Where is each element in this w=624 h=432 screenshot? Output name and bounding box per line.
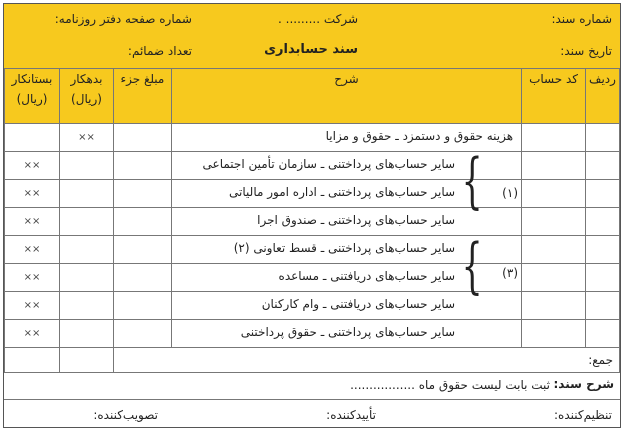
table-row <box>5 180 620 208</box>
table-row <box>5 152 620 180</box>
credit-unit: (ریال) <box>16 92 48 106</box>
credit-amount: ×× <box>5 264 60 292</box>
credit-label: بستانکار <box>11 72 53 86</box>
journal-page-label: شماره صفحه دفتر روزنامه: <box>54 12 192 26</box>
debit-amount <box>60 320 114 348</box>
signatures <box>4 404 620 426</box>
prepared-by-label: تنظیم‌کننده: <box>554 408 612 422</box>
debit-amount <box>60 152 114 180</box>
row-description: سایر حساب‌های دریافتنی ـ مساعده <box>278 269 456 283</box>
debit-amount <box>60 264 114 292</box>
credit-amount: ×× <box>5 320 60 348</box>
credit-amount: ×× <box>5 208 60 236</box>
voucher-header <box>4 4 620 69</box>
credit-amount: ×× <box>5 236 60 264</box>
debit-unit: (ریال) <box>71 92 102 106</box>
approved-by-label: تصویب‌کننده: <box>93 408 158 422</box>
doc-desc-label: شرح سند: <box>553 377 614 391</box>
debit-amount <box>60 180 114 208</box>
col-row: ردیف <box>586 69 620 124</box>
group-3-brace: } <box>461 231 483 301</box>
col-debit <box>60 69 114 124</box>
debit-amount <box>60 292 114 320</box>
credit-amount <box>5 124 60 152</box>
group-1-brace: } <box>461 146 483 216</box>
row-description: سایر حساب‌های پرداختنی ـ سازمان تأمین اجتماعی <box>202 157 456 171</box>
accounting-voucher <box>3 3 621 428</box>
col-description: شرح <box>171 69 521 124</box>
debit-amount: ×× <box>60 124 114 152</box>
row-description: هزینه حقوق و دستمزد ـ حقوق و مزایا <box>325 129 514 143</box>
company-label: شرکت ......... . <box>278 12 358 26</box>
col-credit <box>5 69 60 124</box>
table-header-row <box>5 69 620 124</box>
row-description: سایر حساب‌های پرداختنی ـ حقوق پرداختنی <box>240 325 456 339</box>
credit-amount: ×× <box>5 180 60 208</box>
doc-number-label: شماره سند: <box>551 12 612 26</box>
table-row <box>5 236 620 264</box>
voucher-title: سند حسابداری <box>264 42 358 57</box>
row-description: سایر حساب‌های پرداختنی ـ اداره امور مالیاتی <box>229 185 456 199</box>
table-row <box>5 264 620 292</box>
debit-label: بدهکار <box>70 72 103 86</box>
debit-amount <box>60 236 114 264</box>
group-3-label: (۳) <box>502 266 518 280</box>
attachments-label: تعداد ضمائم: <box>127 44 192 58</box>
table-row <box>5 208 620 236</box>
col-account-code: کد حساب <box>522 69 586 124</box>
table-row <box>5 320 620 348</box>
row-description: سایر حساب‌های پرداختنی ـ قسط تعاونی (۲) <box>233 241 456 255</box>
total-row <box>5 348 620 373</box>
confirmed-by-label: تأییدکننده: <box>326 408 376 422</box>
document-description <box>4 372 620 400</box>
row-description: سایر حساب‌های پرداختنی ـ صندوق اجرا <box>257 213 456 227</box>
table-row <box>5 292 620 320</box>
debit-amount <box>60 208 114 236</box>
doc-desc-value: ثبت بابت لیست حقوق ماه ................. <box>350 378 550 392</box>
doc-date-label: تاریخ سند: <box>560 44 612 58</box>
col-partial-amount: مبلغ جزء <box>113 69 171 124</box>
table-row <box>5 124 620 152</box>
group-1-label: (۱) <box>502 186 518 200</box>
total-label: جمع: <box>113 348 619 373</box>
credit-amount: ×× <box>5 292 60 320</box>
voucher-table <box>4 68 620 373</box>
row-description: سایر حساب‌های دریافتنی ـ وام کارکنان <box>261 297 456 311</box>
credit-amount: ×× <box>5 152 60 180</box>
